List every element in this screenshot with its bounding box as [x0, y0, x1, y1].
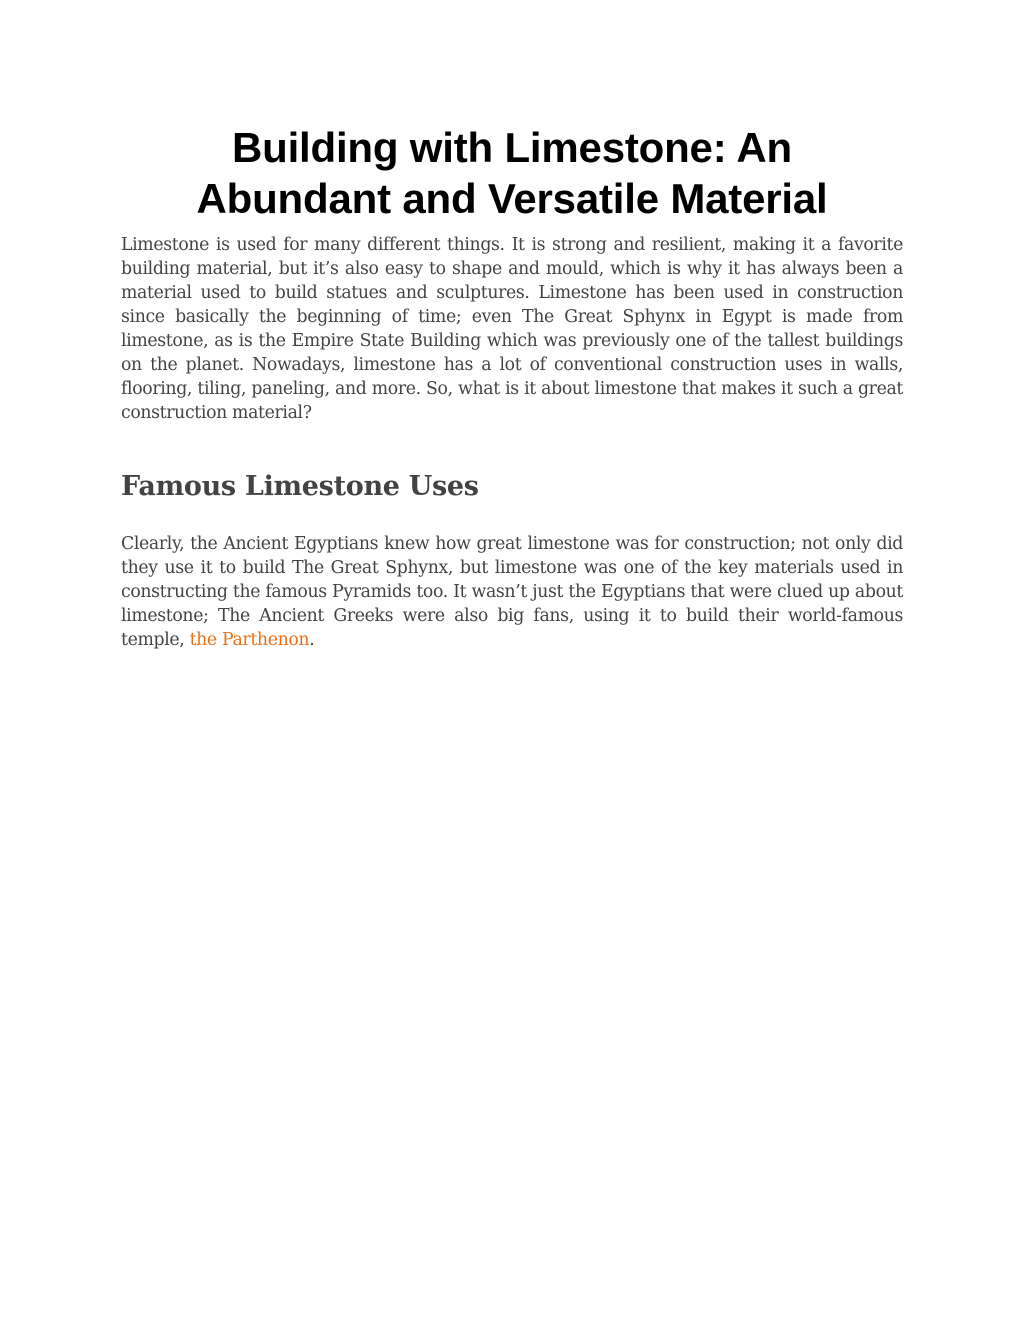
intro-paragraph: Limestone is used for many different things. It is strong and resilient, making it a favorite building material, but it’s also easy to shape and mould, which is why it has always been a material used to build statues and sculptures. Limestone has been used in construction since basically the beginning of time; even The Great Sphynx in Egypt is made from limestone, as is the Empire State Building which was previously one of the tallest buildings on the planet. Nowadays, limestone has a lot of conventional construction uses in walls, flooring, tiling, paneling, and more. So, what is it about limestone that makes it such a great construction material? — [121, 235, 903, 423]
section-heading: Famous Limestone Uses — [121, 471, 479, 502]
parthenon-link[interactable]: the Parthenon — [189, 630, 310, 650]
title-line-1: Building with Limestone: An — [231, 124, 792, 171]
page-title — [121, 122, 903, 224]
title-line-2: Abundant and Versatile Material — [196, 175, 828, 222]
section-paragraph-end: . — [309, 630, 315, 650]
document-page — [121, 122, 903, 652]
section-paragraph — [121, 532, 903, 652]
section-paragraph-text: Clearly, the Ancient Egyptians knew how great limestone was for construction; not only did they use it to build The Great Sphynx, but limestone was one of the key materials used in constructing the famous Pyramids too. It wasn’t just the Egyptians that were clued up about limestone; The Ancient Greeks were also big fans, using it to build their world-famous temple, — [121, 534, 903, 650]
